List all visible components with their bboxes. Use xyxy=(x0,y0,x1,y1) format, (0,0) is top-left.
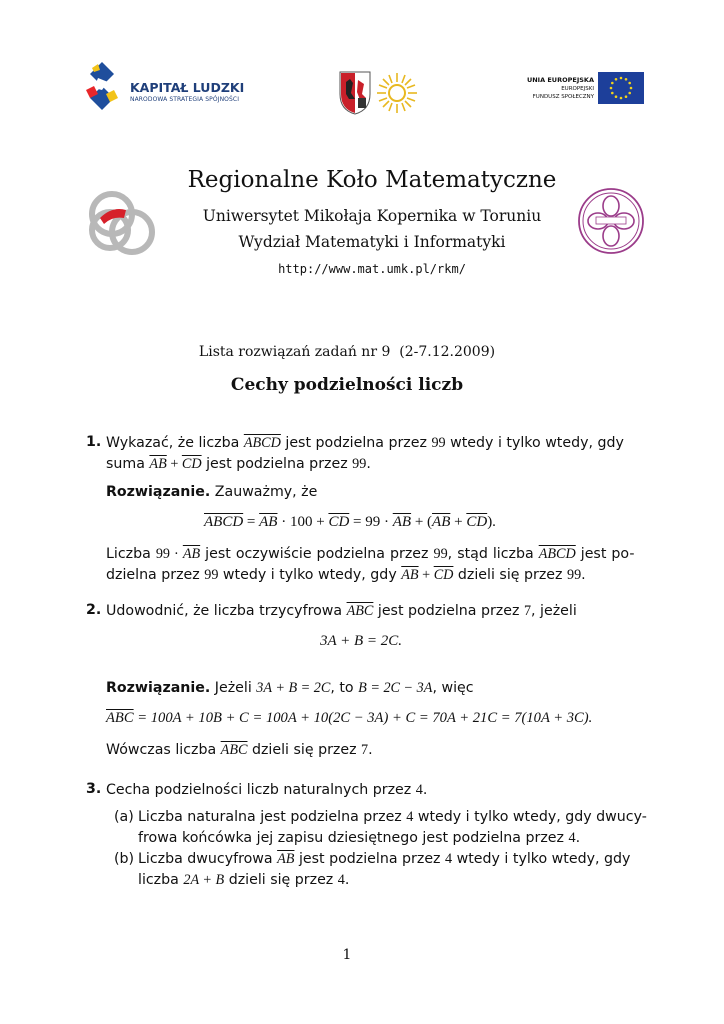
p1-t6: . xyxy=(366,456,371,472)
p3b-t6: . xyxy=(344,872,350,888)
p1-text xyxy=(106,433,624,454)
p1-99dot: 99 · xyxy=(155,546,183,562)
p2-t7: Wówczas liczba xyxy=(106,742,221,758)
p1-solution-label: Rozwiązanie. xyxy=(106,484,211,500)
p1-abcd: ABCD xyxy=(243,435,281,451)
p3-t1: Cecha podzielności liczb naturalnych przez xyxy=(106,782,416,798)
p3b-t2: jest podzielna przez xyxy=(294,851,446,867)
p1-plus2: + xyxy=(418,567,434,583)
p1-t7: Liczba xyxy=(106,546,156,562)
p3b-t3: wtedy i tylko wtedy, gdy xyxy=(452,851,631,867)
p3a-t1: Liczba naturalna jest podzielna przez xyxy=(138,809,407,825)
eq1-100: · 100 + xyxy=(277,514,329,530)
problem-2-number: 2. xyxy=(86,602,102,618)
kapital-ludzki-emblem-icon xyxy=(84,60,130,116)
p1-t5: jest podzielna przez xyxy=(201,456,353,472)
problem-2-conclusion xyxy=(106,740,373,761)
eq2-body: = 100A + 10B + C = 100A + 10(2C − 3A) + C = 70A + 21C = 7(10A + 3C). xyxy=(133,710,593,726)
eq1-eq: = xyxy=(243,514,260,530)
p2-t6: , więc xyxy=(432,680,474,696)
eq1-abcd: ABCD xyxy=(204,514,244,530)
p1-t11: dzielna przez xyxy=(106,567,205,583)
p1-conclusion-line-2 xyxy=(106,565,630,586)
p3b-line-2 xyxy=(138,870,630,891)
problem-1-conclusion xyxy=(106,544,635,586)
rings-logo-icon xyxy=(82,188,162,258)
page-number: 1 xyxy=(342,947,352,963)
eu-line-2: FUNDUSZ SPOŁECZNY xyxy=(532,94,594,100)
list-heading: Lista rozwiązań zadań nr 9 (2-7.12.2009) xyxy=(198,344,496,360)
p2-b-expr: B = 2C − 3A xyxy=(358,680,433,696)
p2-cond: 3A + B = 2C xyxy=(256,680,331,696)
p1-99c: 99 xyxy=(433,546,448,562)
problem-1-statement xyxy=(106,433,630,475)
p1-99b: 99 xyxy=(352,456,367,472)
problem-1-line-2 xyxy=(106,454,630,475)
p1-t9: , stąd liczba xyxy=(447,546,539,562)
p3b-ab: $\overline{AB}$ xyxy=(277,851,295,867)
p3-t2: . xyxy=(422,782,428,798)
p2-abc: $\overline{ABC}$ xyxy=(346,603,374,619)
p2-solution-label: Rozwiązanie. xyxy=(106,680,211,696)
problem-3-statement xyxy=(106,780,427,801)
p1-ab2: $\overline{AB}$ xyxy=(182,546,201,562)
p2-t9: . xyxy=(368,742,373,758)
p2-t3: , jeżeli xyxy=(531,603,577,619)
p1-abcd2: ABCD xyxy=(538,546,576,562)
problem-2-equation xyxy=(106,710,592,727)
p1-solution-text: Zauważmy, że xyxy=(210,484,318,500)
faculty-name: Wydział Matematyki i Informatyki xyxy=(238,233,506,251)
p1-cd: $\overline{CD}$ xyxy=(181,456,202,472)
p1-t10: jest po- xyxy=(575,546,635,562)
p3a-t2: wtedy i tylko wtedy, gdy dwucy- xyxy=(413,809,647,825)
eq1-cd: $\overline{CD}$ xyxy=(328,514,350,530)
p3b-4b: 4 xyxy=(337,872,345,888)
p2-abc2: $\overline{ABC}$ xyxy=(220,742,248,758)
p2-t5: , to xyxy=(330,680,359,696)
p3b-line-1 xyxy=(138,849,630,870)
problem-3-item-b-label: (b) xyxy=(114,851,135,867)
p1-t3: wtedy i tylko wtedy, gdy xyxy=(445,435,624,451)
p2-7: 7 xyxy=(523,603,532,619)
university-name: Uniwersytet Mikołaja Kopernika w Toruniu xyxy=(202,207,542,225)
p1-t2: jest podzielna przez xyxy=(280,435,432,451)
problem-1-equation xyxy=(204,512,496,531)
p1-t1: Wykazać, że liczba xyxy=(106,435,244,451)
p1-99d: 99 xyxy=(204,567,219,583)
p3b-4: 4 xyxy=(445,851,453,867)
p1-ab3: $\overline{AB}$ xyxy=(401,567,419,583)
problem-1-number: 1. xyxy=(86,434,102,450)
eu-logo xyxy=(508,70,644,106)
p1-t14: . xyxy=(581,567,586,583)
problem-2-condition: 3A + B = 2C. xyxy=(320,633,403,649)
eu-flag-icon xyxy=(598,72,644,104)
p1-t8: jest oczywiście podzielna przez xyxy=(200,546,434,562)
kujawsko-pomorskie-coat-of-arms-icon xyxy=(338,70,372,116)
p2-7b: 7 xyxy=(361,742,369,758)
p1-conclusion-line-1 xyxy=(106,544,635,565)
p3b-2ab: 2A + B xyxy=(183,872,225,888)
p2-t8: dzieli się przez xyxy=(247,742,362,758)
eq1-ab2: $\overline{AB}$ xyxy=(392,514,412,530)
p1-t13: dzieli się przez xyxy=(453,567,567,583)
eu-title: UNIA EUROPEJSKA xyxy=(526,76,594,84)
topic-title: Cechy podzielności liczb xyxy=(230,375,464,395)
p3b-t4: liczba xyxy=(138,872,184,888)
eq1-end: ). xyxy=(487,514,496,530)
eq1-cd2: $\overline{CD}$ xyxy=(466,514,488,530)
problem-1-line-1 xyxy=(106,433,630,454)
p2-t4: Jeżeli xyxy=(210,680,257,696)
p1-99e: 99 xyxy=(566,567,582,583)
p1-t12: wtedy i tylko wtedy, gdy xyxy=(218,567,402,583)
problem-2-statement xyxy=(106,601,577,622)
p3a-line-1 xyxy=(138,807,647,828)
eq1-99: = 99 · xyxy=(349,514,393,530)
p2-t2: jest podzielna przez xyxy=(373,603,524,619)
eq1-ab: $\overline{AB}$ xyxy=(259,514,278,530)
p3b-t5: dzieli się przez xyxy=(224,872,338,888)
problem-3-number: 3. xyxy=(86,781,102,797)
p3a-t3: frowa końcówka jej zapisu dziesiętnego jest podzielna przez xyxy=(138,830,569,846)
eq1-paren: + ( xyxy=(411,514,433,530)
p3a-t4: . xyxy=(575,830,581,846)
p1-ab: $\overline{AB}$ xyxy=(149,456,167,472)
website-url[interactable]: http://www.mat.umk.pl/rkm/ xyxy=(278,262,466,276)
eq1-plus: + xyxy=(450,514,467,530)
eq1-ab3: $\overline{AB}$ xyxy=(432,514,451,530)
problem-1-solution-intro xyxy=(106,482,317,503)
sun-emblem-icon xyxy=(376,72,418,114)
p3b-t1: Liczba dwucyfrowa xyxy=(138,851,278,867)
p3a-line-2 xyxy=(138,828,630,849)
p1-plus: + xyxy=(166,456,182,472)
eu-line-1: EUROPEJSKI xyxy=(561,86,594,92)
p1-99: 99 xyxy=(431,435,446,451)
p1-t4: suma xyxy=(106,456,150,472)
problem-3-item-b xyxy=(138,849,630,891)
kapital-ludzki-logo xyxy=(84,60,254,116)
problem-3-item-a xyxy=(138,807,647,849)
p3-4: 4 xyxy=(415,782,423,798)
kapital-ludzki-subtitle: NARODOWA STRATEGIA SPÓJNOŚCI xyxy=(130,96,240,103)
knot-emblem-icon xyxy=(576,184,646,258)
problem-2-solution-intro xyxy=(106,678,474,699)
page-title: Regionalne Koło Matematyczne xyxy=(187,167,557,193)
problem-3-item-a-label: (a) xyxy=(114,809,134,825)
kapital-ludzki-title: KAPITAŁ LUDZKI xyxy=(130,80,245,95)
p3a-4: 4 xyxy=(406,809,414,825)
p3a-4b: 4 xyxy=(568,830,576,846)
eq2-abc: $\overline{ABC}$ xyxy=(106,710,134,726)
p2-t1: Udowodnić, że liczba trzycyfrowa xyxy=(106,603,347,619)
p1-cd2: $\overline{CD}$ xyxy=(433,567,454,583)
